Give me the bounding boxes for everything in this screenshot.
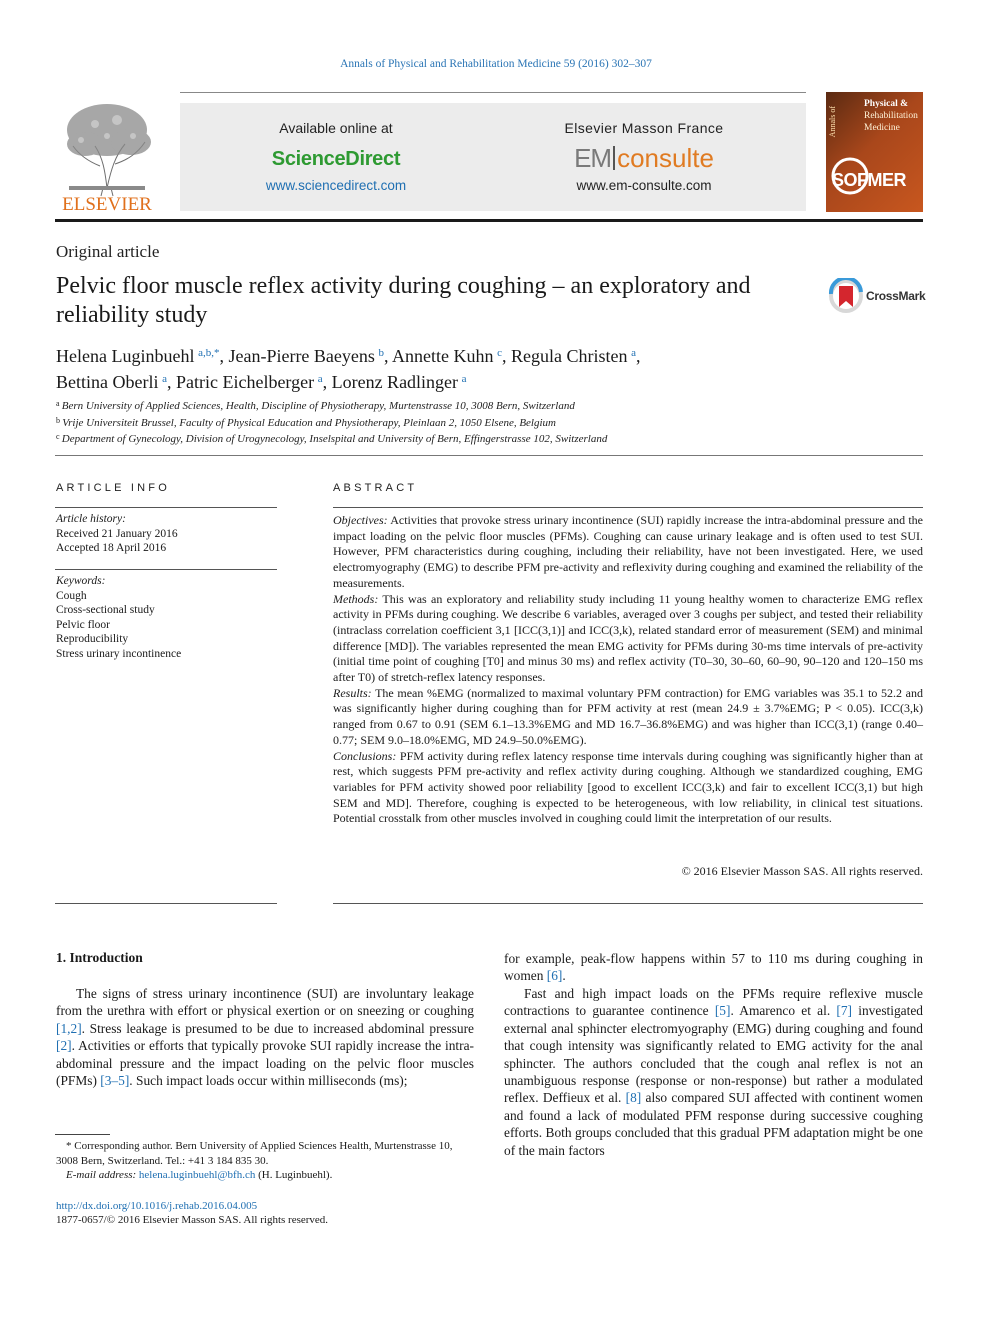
footnote-rule [55,1134,110,1135]
em-logo-separator [613,146,615,170]
em-publisher-label: Elsevier Masson France [564,120,724,136]
abstract-methods: Methods: This was an exploratory and reliability study including 11 young healthy women to characterize EMG reflex activity in PFMs during coughing. We describe 6 variables, averaged over 3 coughs per subject, and tested their reliability (intraclass correlation coefficient 3,1 [ICC(3,1)] and ICC(3,k), related standard error of measurement (SEM) and minimal difference [MD]). The variables represented the mean EMG activity for PFMs during 30-ms time intervals of pre-activity (initial time point of coughing [T0] and minus 30 ms) and reflex activity (T0–30, 30–60, 60–90, 90–120 and 120–150 ms after T0) of stretch-reflex latency responses. [333,591,923,685]
citation-link[interactable]: [8] [625,1090,642,1106]
abstract-heading: ABSTRACT [333,482,418,494]
citation-link[interactable]: [5] [714,1003,731,1019]
article-history [56,512,276,556]
author-affiliation-marker[interactable]: b [378,347,385,359]
abstract-rule [333,507,923,508]
author-list: Helena Luginbuehl $^{a,b,*}$, Jean-Pierre Baeyens $^b$, Annette Kuhn $^c$, Regula Christen $^a$, Bettina Oberli $^a$, Patric Eichelberger $^a$, Lorenz Radlinger $^a$ [56,346,641,392]
em-logo-right: consulte [617,143,714,173]
article-info-rule [55,507,277,508]
article-info-rule [55,903,277,904]
intro-paragraph-1: The signs of stress urinary incontinence (SUI) are involuntary leakage from the urethra with effort or physical exertion or on sneezing or coughing [1,2]. Stress leakage is presumed to be due to increased abdominal pressure [2]. Activities or efforts that typically provoke SUI rapidly increase the intra-abdominal pressure and the impact loading on the pelvic floor muscles (PFMs) [3–5]. Such impact loads occur within milliseconds (ms); [56,986,474,1089]
author-name[interactable]: Bettina Oberli [56,372,159,392]
journal-cover-thumbnail[interactable] [826,92,923,212]
doi-link[interactable]: http://dx.doi.org/10.1016/j.rehab.2016.04.005 [56,1200,258,1212]
article-info-heading: ARTICLE INFO [56,482,170,494]
keywords [56,574,276,661]
cover-side-text: Annals of [828,106,837,138]
author-name[interactable]: Patric Eichelberger [175,372,315,392]
cover-title: Physical & Rehabilitation Medicine [864,99,918,133]
citation-link[interactable]: [7] [836,1003,853,1019]
keyword-item: Stress urinary incontinence [56,647,182,660]
elsevier-wordmark: ELSEVIER [62,194,152,214]
abstract-body [333,513,923,827]
keyword-item: Cross-sectional study [56,604,155,616]
keyword-item: Reproducibility [56,633,129,645]
affiliation-item: $^b$ Vrije Universiteit Brussel, Faculty of Physical Education and Physiotherapy, Pleinlaan 2, 1050 Elsene, Belgium [56,415,556,429]
citation-link[interactable]: [2] [56,1038,72,1054]
keywords-label: Keywords: [56,575,106,587]
affiliation-item: $^c$ Department of Gynecology, Division of Urogynecology, Inselspital and University of Bern, Effingerstrasse 102, Switzerland [56,432,608,445]
section-heading-introduction: 1. Introduction [56,950,143,965]
keyword-item: Pelvic floor [56,618,110,631]
citation-link[interactable]: [3–5] [100,1073,130,1089]
section-rule [55,455,923,456]
corresponding-author-footnote [56,1139,474,1183]
abstract-results: Results: The mean %EMG (normalized to maximal voluntary PFM contraction) for EMG variables was 35.1 to 52.2 and was significantly higher during coughing than for PFM activity at rest (mean 24.9 ± 3.7%EMG; P < 0.05). ICC(3,k) ranged from 0.67 to 0.91 (SEM 6.1–13.3%EMG and MD 16.7–36.8%EMG) and was higher than ICC(3,1) (range 0.40–0.77; SEM 9.0–18.0%EMG, MD 24.9–50.0%EMG). [333,685,923,747]
affiliations [56,397,916,447]
elsevier-logo[interactable] [55,96,160,214]
em-consulte-url[interactable]: www.em-consulte.com [576,178,712,193]
email-link[interactable]: helena.luginbuehl@bfh.ch [138,1169,256,1181]
available-online-label: Available online at [279,120,393,136]
email-suffix: (H. Luginbuehl). [255,1169,333,1181]
author-name[interactable]: Regula Christen [511,346,628,366]
affiliation-item: $^a$ Bern University of Applied Sciences, Health, Discipline of Physiotherapy, Murtenstrasse 10, 3008 Bern, Switzerland [56,399,575,412]
history-label: Article history: [56,513,126,525]
citation-link[interactable]: [6] [546,968,563,984]
abstract-objectives: Objectives: Activities that provoke stress urinary incontinence (SUI) rapidly increase the intra-abdominal pressure and the impact loading on the pelvic floor muscles (PFMs). Coughing can cause urinary leakage and is often used to test SUI. However, PFM characteristics during coughing, including their reliability, have not been investigated. Here, we used electromyography (EMG) to describe PFM pre-activity and reflexivity during coughing and examined the reliability of the measurements. [333,513,923,590]
accepted-date: Accepted 18 April 2016 [56,542,167,554]
author-affiliation-marker[interactable]: a,b,* [198,347,220,359]
article-type: Original article [56,242,160,261]
author-name[interactable]: Annette Kuhn [392,346,494,366]
author-affiliation-marker[interactable]: a [162,373,167,385]
article-title: Pelvic floor muscle reflex activity during coughing – an exploratory and reliability study [56,273,751,328]
abstract-rule [333,903,923,904]
em-logo-left: EM [574,143,612,173]
elsevier-tree-icon [55,96,160,214]
journal-citation-link[interactable]: Annals of Physical and Rehabilitation Medicine 59 (2016) 302–307 [340,58,652,70]
intro-paragraph-2: Fast and high impact loads on the PFMs require reflexive muscle contractions to guarantee continence [5]. Amarenco et al. [7] investigated external anal sphincter electromyography (EMG) during coughing and found that cough intensity was significantly related to EMG activity for the anal sphincter. The authors concluded that the cough anal reflex is not an unambiguous response (response or non-response) but rather a modulated reflex. Deffieux et al. [8] also compared SUI affected with continent women and found a lack of modulated PFM response during successive coughing efforts. Both groups concluded that this gradual PFM adaptation might be one of the main factors [504,986,923,1158]
crossmark-icon [828,278,866,314]
sciencedirect-url[interactable]: www.sciencedirect.com [265,178,407,193]
email-label: E-mail address: [66,1169,137,1181]
crossmark-label[interactable]: CrossMark [866,289,926,303]
abstract-copyright: © 2016 Elsevier Masson SAS. All rights reserved. [681,864,923,878]
citation-link[interactable]: [1,2] [56,1020,82,1036]
sciencedirect-logo[interactable]: ScienceDirect [271,148,401,170]
author-affiliation-marker[interactable]: a [461,373,467,385]
received-date: Received 21 January 2016 [56,527,178,540]
author-name[interactable]: Helena Luginbuehl [56,346,195,366]
keyword-item: Cough [56,589,87,602]
abstract-conclusions: Conclusions: PFM activity during reflex latency response time intervals during coughing was significantly higher than at rest, which suggests PFM pre-activity and reflex activity during coughing. Although we standardized coughing, EMG variables for PFM activity showed poor reliability [good to excellent ICC(3,k) and fair to excellent ICC(3,1) but high SEM and MD]. Therefore, coughing is expected to be heterogeneous, with low reliability, in clinical test situations. Potential crosstalk from other muscles involved in coughing could limit the interpretation of our results. [333,748,923,826]
author-affiliation-marker[interactable]: a [317,373,323,385]
em-consulte-logo[interactable] [488,143,800,174]
author-affiliation-marker[interactable]: c [497,347,503,359]
article-info-rule [55,569,277,570]
author-name[interactable]: Jean-Pierre Baeyens [228,346,375,366]
issn-copyright: 1877-0657/© 2016 Elsevier Masson SAS. All rights reserved. [56,1214,329,1226]
cover-brand: SOFMER [832,170,907,190]
corresponding-author-text: * Corresponding author. Bern University of Applied Sciences Health, Murtenstrasse 10, 3008 Bern, Switzerland. Tel.: +41 3 184 835 30. [56,1140,453,1167]
intro-paragraph-1-continued: for example, peak-flow happens within 57 to 110 ms during coughing in women [6]. [504,951,923,984]
header-rule [180,92,806,93]
author-affiliation-marker[interactable]: a [631,347,636,359]
author-name[interactable]: Lorenz Radlinger [331,372,459,392]
masthead-rule [55,219,923,222]
